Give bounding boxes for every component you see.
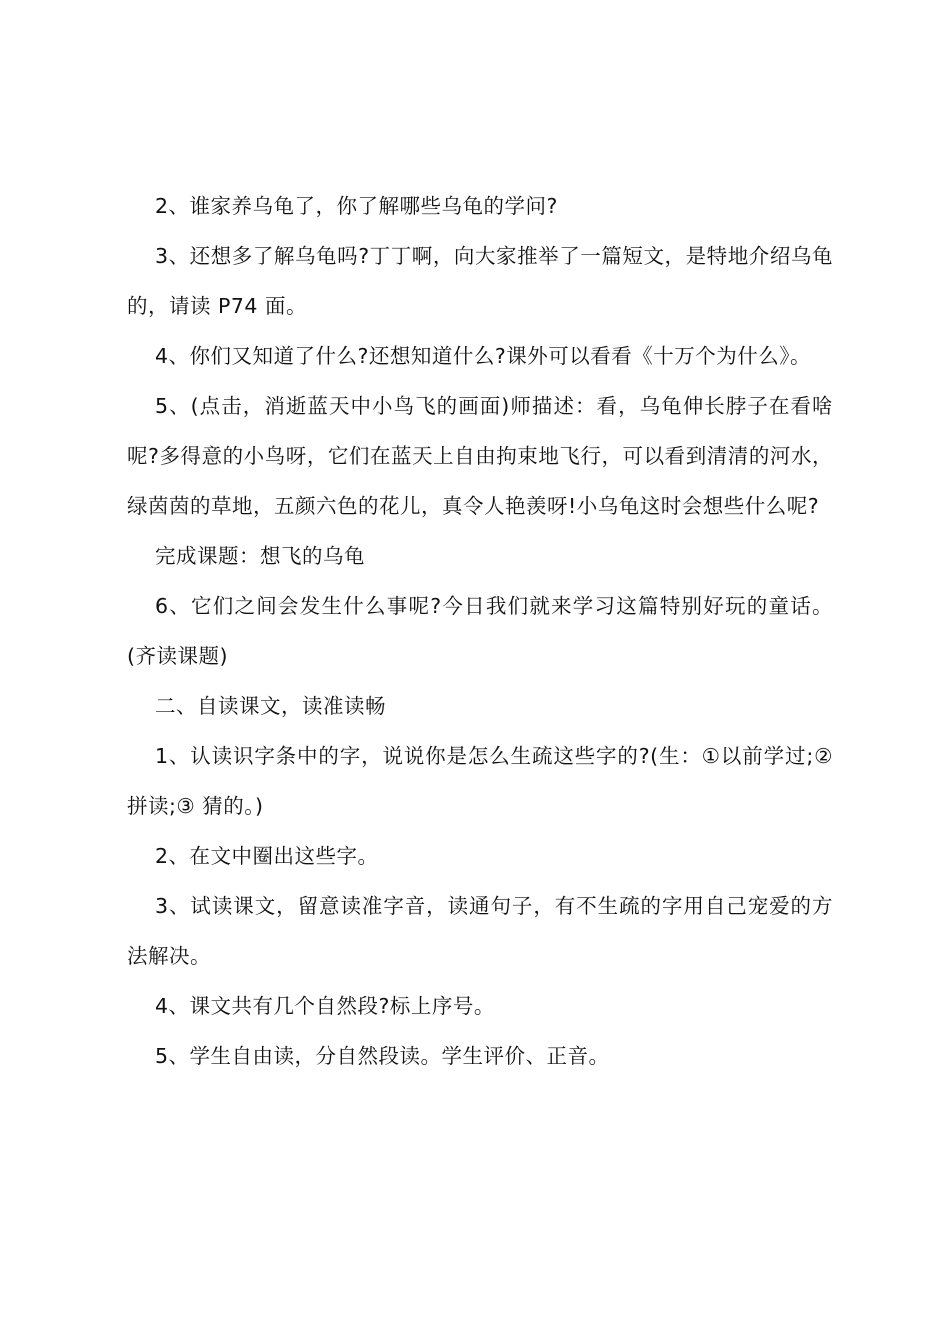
paragraph: 4、你们又知道了什么?还想知道什么?课外可以看看《十万个为什么》。 [155,344,812,368]
paragraph: 5、(点击，消逝蓝天中小鸟飞的画面)师描述：看，乌龟伸长脖子在看啥呢?多得意的小鸟呀，它们在蓝天上自由拘束地飞行，可以看到清清的河水，绿茵茵的草地，五颜六色的花儿，真令人艳羡呀!小乌龟这时会想些什么呢? [127,394,833,518]
section-heading: 二、自读课文，读准读畅 [155,694,386,718]
paragraph: 1、认读识字条中的字，说说你是怎么生疏这些字的?(生：①以前学过;② 拼读;③ 猜的。) [127,744,833,818]
paragraph: 2、谁家养乌龟了，你了解哪些乌龟的学问? [155,194,558,218]
paragraph: 6、它们之间会发生什么事呢?今日我们就来学习这篇特别好玩的童话。(齐读课题) [127,594,833,668]
paragraph: 4、课文共有几个自然段?标上序号。 [155,994,495,1018]
document-body [127,181,833,1081]
paragraph: 3、试读课文，留意读准字音，读通句子，有不生疏的字用自己宠爱的方法解决。 [127,894,833,968]
paragraph: 3、还想多了解乌龟吗?丁丁啊，向大家推举了一篇短文，是特地介绍乌龟的，请读 P74 面。 [127,244,833,318]
paragraph: 5、学生自由读，分自然段读。学生评价、正音。 [155,1044,610,1068]
paragraph: 2、在文中圈出这些字。 [155,844,379,868]
paragraph: 完成课题：想飞的乌龟 [155,544,365,568]
